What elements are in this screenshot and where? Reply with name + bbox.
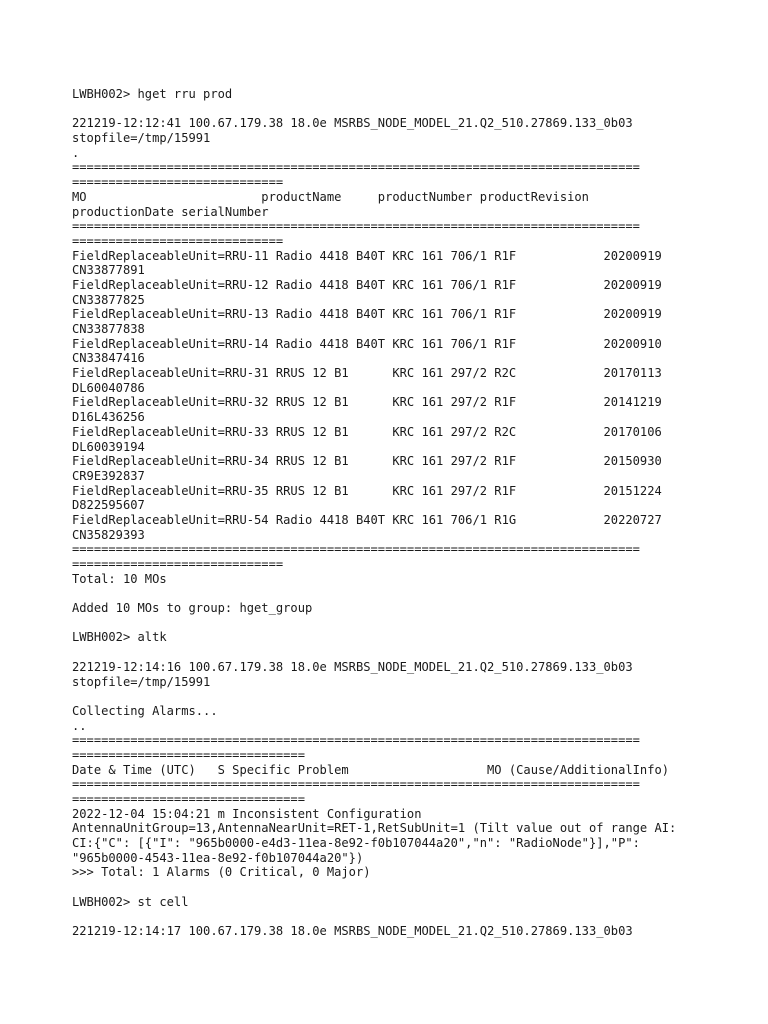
separator-line: ============================================================================== [72,160,640,175]
terminal-line: 221219-12:12:41 100.67.179.38 18.0e MSRBS_NODE_MODEL_21.Q2_510.27869.133_0b03 [72,116,633,131]
separator-line: ============================================================================== [72,777,640,792]
separator-line: ============================= [72,175,284,190]
separator-line: ============================================================================== [72,733,640,748]
separator-line: ================================ [72,792,305,806]
terminal-line: 221219-12:14:17 100.67.179.38 18.0e MSRBS_NODE_MODEL_21.Q2_510.27869.133_0b03 [72,924,633,939]
terminal-line: FieldReplaceableUnit=RRU-54 Radio 4418 B40T KRC 161 706/1 R1G 20220727 [72,512,662,527]
terminal-line: Total: 10 MOs [72,571,167,586]
terminal-line: "965b0000-4543-11ea-8e92-f0b107044a20"}) [72,850,364,865]
terminal-line: CN33877838 [72,322,145,336]
blank-line [72,616,712,631]
command-prompt-line: LWBH002> st cell [72,894,189,909]
terminal-line: productionDate serialNumber [72,204,269,219]
terminal-output [72,87,712,939]
terminal-line: FieldReplaceableUnit=RRU-33 RRUS 12 B1 KRC 161 297/2 R2C 20170106 [72,424,662,439]
terminal-line: DL60039194 [72,439,145,454]
terminal-line: MO productName productNumber productRevision [72,189,589,204]
terminal-line: stopfile=/tmp/15991 [72,131,211,146]
blank-line [72,880,712,895]
terminal-line: CN33877891 [72,263,145,278]
terminal-line: 221219-12:14:16 100.67.179.38 18.0e MSRBS_NODE_MODEL_21.Q2_510.27869.133_0b03 [72,659,633,674]
separator-line: ============================================================================== [72,219,640,234]
terminal-line: CN35829393 [72,527,145,542]
terminal-line: CN33877825 [72,292,145,307]
terminal-line: DL60040786 [72,380,145,395]
terminal-line: AntennaUnitGroup=13,AntennaNearUnit=RET-1,RetSubUnit=1 (Tilt value out of range AI: [72,821,677,836]
separator-line: ============================= [72,233,284,248]
terminal-line: FieldReplaceableUnit=RRU-34 RRUS 12 B1 KRC 161 297/2 R1F 20150930 [72,454,662,469]
terminal-line: 2022-12-04 15:04:21 m Inconsistent Configuration [72,806,422,821]
terminal-line: FieldReplaceableUnit=RRU-14 Radio 4418 B40T KRC 161 706/1 R1F 20200910 [72,336,662,351]
blank-line [72,689,712,704]
terminal-line: stopfile=/tmp/15991 [72,674,211,689]
blank-line [72,645,712,660]
terminal-line: FieldReplaceableUnit=RRU-31 RRUS 12 B1 KRC 161 297/2 R2C 20170113 [72,366,662,381]
terminal-line: FieldReplaceableUnit=RRU-12 Radio 4418 B40T KRC 161 706/1 R1F 20200919 [72,277,662,292]
terminal-line: Added 10 MOs to group: hget_group [72,601,313,616]
terminal-line: D16L436256 [72,410,145,425]
terminal-line: D822595607 [72,498,145,513]
terminal-line: . [72,145,80,160]
terminal-line: FieldReplaceableUnit=RRU-35 RRUS 12 B1 KRC 161 297/2 R1F 20151224 [72,483,662,498]
terminal-line: Collecting Alarms... [72,703,218,718]
terminal-line: >>> Total: 1 Alarms (0 Critical, 0 Major) [72,865,371,880]
separator-line: ============================= [72,557,284,571]
terminal-line: FieldReplaceableUnit=RRU-11 Radio 4418 B40T KRC 161 706/1 R1F 20200919 [72,248,662,263]
command-prompt-line: LWBH002> altk [72,630,167,645]
separator-line: ================================ [72,747,305,762]
separator-line: ============================================================================== [72,542,640,557]
blank-line [72,102,712,117]
terminal-line: FieldReplaceableUnit=RRU-13 Radio 4418 B40T KRC 161 706/1 R1F 20200919 [72,307,662,322]
terminal-line: CI:{"C": [{"I": "965b0000-e4d3-11ea-8e92-f0b107044a20","n": "RadioNode"}],"P": [72,836,640,851]
terminal-line: CR9E392837 [72,468,145,483]
blank-line [72,586,712,601]
terminal-line: CN33847416 [72,351,145,366]
command-prompt-line: LWBH002> hget rru prod [72,87,233,101]
terminal-line: FieldReplaceableUnit=RRU-32 RRUS 12 B1 KRC 161 297/2 R1F 20141219 [72,395,662,410]
terminal-line: .. [72,718,87,733]
blank-line [72,910,712,925]
terminal-line: Date & Time (UTC) S Specific Problem MO (Cause/AdditionalInfo) [72,762,670,777]
